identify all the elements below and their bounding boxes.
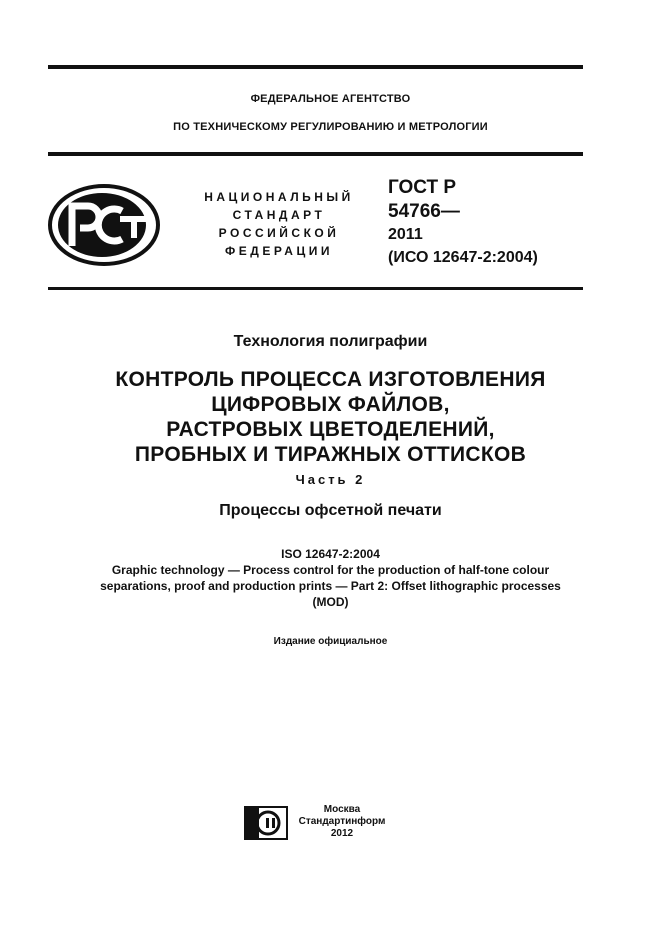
- header-bottom-rule: [48, 287, 583, 290]
- part-number: Часть 2: [295, 472, 366, 487]
- agency-bottom-rule: [48, 152, 583, 156]
- document-title: [0, 367, 661, 467]
- standard-type: [184, 188, 374, 260]
- designation-code: ГОСТ Р: [388, 177, 457, 198]
- publisher-year: 2012: [330, 828, 354, 839]
- publisher-city: Москва: [323, 804, 361, 815]
- gost-r-logo-icon: [48, 184, 160, 266]
- iso-title-line-1: Graphic technology — Process control for the production of half-tone colour: [111, 563, 550, 577]
- process-title: Процессы офсетной печати: [219, 502, 442, 519]
- standard-type-line-1: НАЦИОНАЛЬНЫЙ: [204, 190, 354, 204]
- iso-code: ISO 12647-2:2004: [281, 547, 380, 561]
- publisher: [296, 804, 388, 840]
- title-line-1: КОНТРОЛЬ ПРОЦЕССА ИЗГОТОВЛЕНИЯ: [115, 368, 546, 391]
- iso-title-line-2: separations, proof and production prints — Part 2: Offset lithographic processes: [100, 579, 561, 593]
- agency-line-2: ПО ТЕХНИЧЕСКОМУ РЕГУЛИРОВАНИЮ И МЕТРОЛОГИИ: [173, 121, 488, 133]
- designation-iso-ref: (ИСО 12647-2:2004): [388, 249, 538, 266]
- title-line-2: ЦИФРОВЫХ ФАЙЛОВ,: [211, 393, 450, 416]
- iso-title-line-3: (MOD): [312, 595, 349, 609]
- iso-english-reference: [0, 546, 661, 610]
- designation-number: 54766—: [388, 201, 460, 222]
- standard-type-line-2: СТАНДАРТ: [232, 208, 326, 222]
- standard-type-line-3: РОССИЙСКОЙ: [218, 226, 340, 240]
- subject-heading: Технология полиграфии: [233, 333, 428, 350]
- publisher-name: Стандартинформ: [298, 816, 386, 827]
- title-line-3: РАСТРОВЫХ ЦВЕТОДЕЛЕНИЙ,: [166, 418, 495, 441]
- designation-year: 2011: [388, 226, 423, 243]
- standard-type-line-4: ФЕДЕРАЦИИ: [225, 244, 333, 258]
- title-line-4: ПРОБНЫХ И ТИРАЖНЫХ ОТТИСКОВ: [134, 443, 527, 466]
- top-rule: [48, 65, 583, 69]
- agency-line-1: ФЕДЕРАЛЬНОЕ АГЕНТСТВО: [250, 93, 411, 105]
- designation: [388, 176, 588, 270]
- edition-note: Издание официальное: [273, 636, 388, 647]
- standartinform-logo-icon: [244, 806, 288, 840]
